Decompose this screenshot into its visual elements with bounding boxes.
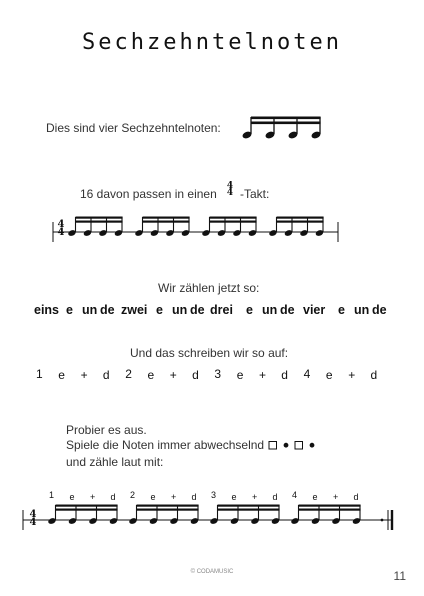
count-syllable: zwei: [121, 303, 148, 317]
alternation-pattern: [268, 440, 320, 451]
count-syllable: eins: [34, 303, 60, 317]
page-title: Sechzehntelnoten: [82, 30, 342, 55]
four-sixteenth-notes-icon: [242, 115, 328, 139]
count-subdivision: e: [58, 368, 65, 382]
staff-two-bar-sixteenths: [20, 504, 400, 534]
beam: [277, 217, 324, 219]
beam: [299, 505, 361, 507]
count-subdivision: d: [102, 368, 110, 382]
staff-one-bar-sixteenths: [50, 214, 342, 244]
staff-2-time-signature: 4 4: [29, 509, 37, 528]
small-subdivision: +: [90, 492, 96, 502]
inline-time-signature: 4 4: [226, 181, 234, 199]
beam: [277, 221, 324, 223]
small-subdivision: +: [171, 492, 177, 502]
count-syllable: de: [280, 303, 295, 317]
beam: [137, 505, 199, 507]
count-subdivision: +: [169, 368, 177, 382]
small-beat-number: 1: [49, 490, 55, 500]
practice-line-1: Probier es aus.: [66, 423, 147, 437]
beam: [76, 217, 123, 219]
small-subdivision: e: [150, 492, 156, 502]
beam: [143, 221, 190, 223]
staff-1-time-signature: 4 4: [57, 219, 65, 238]
count-beat-number: 4: [303, 367, 311, 381]
count-syllable: un: [82, 303, 98, 317]
small-subdivision: +: [252, 492, 258, 502]
count-syllable: e: [156, 303, 163, 317]
beam: [218, 509, 280, 511]
count-subdivision: e: [325, 368, 333, 382]
intro-text: Dies sind vier Sechzehntelnoten:: [46, 121, 221, 135]
count-intro-text: Wir zählen jetzt so:: [158, 281, 260, 295]
count-syllable: de: [190, 303, 205, 317]
count-beat-number: 2: [125, 367, 132, 381]
count-subdivision: +: [348, 368, 356, 382]
staff-1-notes: [53, 217, 338, 243]
count-syllable: e: [246, 303, 253, 317]
open-square-icon: [269, 442, 277, 450]
small-subdivision: e: [312, 492, 318, 502]
count-subdivision: +: [80, 368, 88, 382]
small-beat-number: 2: [130, 490, 136, 500]
beam: [218, 505, 280, 507]
count-subdivision: d: [281, 368, 288, 382]
small-subdivision: e: [231, 492, 237, 502]
page-number: 11: [393, 569, 406, 583]
count-subdivision: e: [147, 368, 155, 382]
write-intro-text: Und das schreiben wir so auf:: [130, 346, 289, 360]
count-syllable: de: [372, 303, 387, 317]
count-syllable: un: [172, 303, 188, 317]
beam: [143, 217, 190, 219]
small-subdivision: d: [353, 492, 359, 502]
count-syllable: e: [66, 303, 73, 317]
count-syllable: e: [338, 303, 345, 317]
small-subdivision: d: [272, 492, 278, 502]
small-beat-number: 4: [292, 490, 298, 500]
beam: [137, 509, 199, 511]
count-syllable: drei: [210, 303, 233, 317]
footer-copyright: © CODAMUSIC: [190, 569, 234, 575]
beam: [299, 509, 361, 511]
beam: [210, 217, 257, 219]
small-subdivision: +: [333, 492, 339, 502]
open-square-icon: [295, 442, 303, 450]
count-syllable: de: [100, 303, 115, 317]
small-subdivision: d: [191, 492, 197, 502]
count-beat-number: 3: [214, 367, 222, 381]
filled-dot-icon: [284, 443, 289, 448]
beam: [76, 221, 123, 223]
practice-line-2: Spiele die Noten immer abwechselnd: [66, 438, 265, 452]
count-syllable: un: [262, 303, 278, 317]
filled-dot-icon: [310, 443, 315, 448]
count-syllable: un: [354, 303, 370, 317]
beam: [210, 221, 257, 223]
small-subdivision: d: [110, 492, 116, 502]
staff-2-notes: [23, 505, 392, 531]
fit-text-post: -Takt:: [240, 187, 270, 201]
count-subdivision: e: [236, 368, 244, 382]
fit-text-pre: 16 davon passen in einen: [80, 187, 217, 201]
count-subdivision: d: [370, 368, 378, 382]
practice-line-3: und zähle laut mit:: [66, 455, 164, 469]
small-subdivision: e: [69, 492, 75, 502]
count-subdivision: d: [192, 368, 199, 382]
count-beat-number: 1: [36, 367, 43, 381]
small-beat-number: 3: [211, 490, 217, 500]
beam: [56, 509, 118, 511]
count-syllable: vier: [303, 303, 326, 317]
count-subdivision: +: [259, 368, 267, 382]
beam: [56, 505, 118, 507]
end-dot: [381, 519, 383, 521]
